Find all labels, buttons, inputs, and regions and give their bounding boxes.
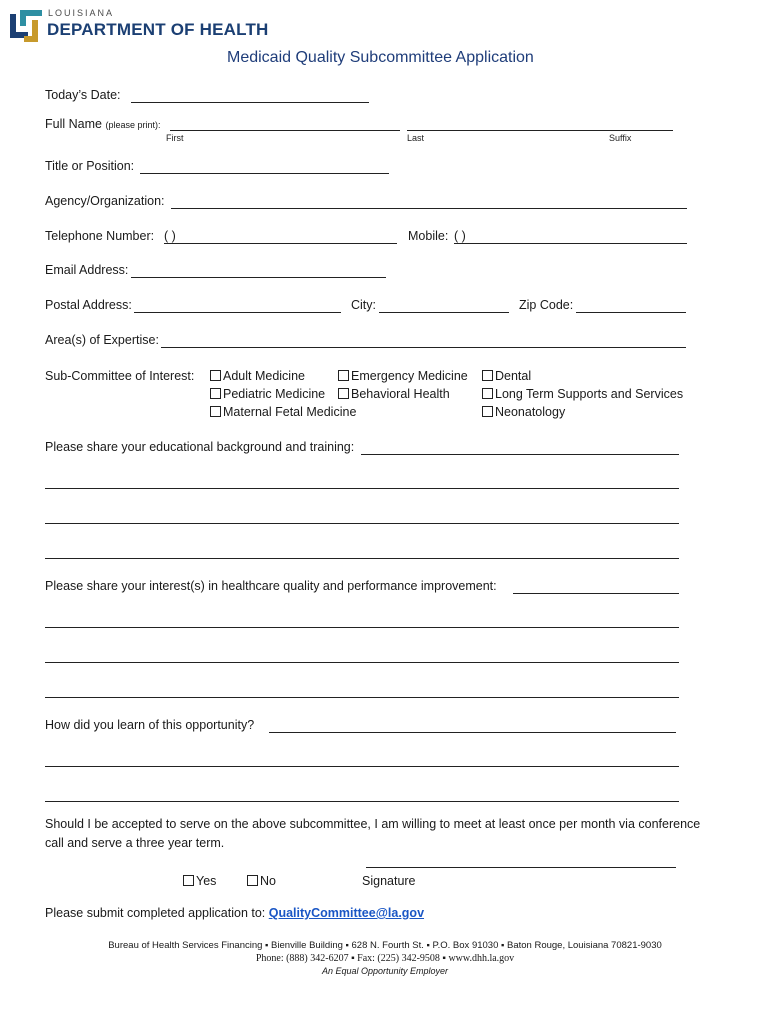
suffix-label: Suffix <box>609 133 632 143</box>
postal-label: Postal Address: <box>45 298 132 312</box>
zip-label: Zip Code: <box>519 298 574 312</box>
submit-instruction: Please submit completed application to: QualityCommittee@la.gov <box>45 906 425 920</box>
todays-date-label: Today’s Date: <box>45 88 121 102</box>
ldh-logo-mark-icon <box>10 10 42 42</box>
option-neonatology[interactable]: Neonatology <box>482 405 565 420</box>
logo-department: DEPARTMENT OF HEALTH <box>47 20 269 39</box>
mobile-field[interactable] <box>454 243 687 244</box>
option-pediatric-medicine[interactable]: Pediatric Medicine <box>210 387 325 402</box>
checkbox[interactable] <box>210 406 221 417</box>
learn-question: How did you learn of this opportunity? <box>45 718 255 732</box>
learn-line[interactable] <box>45 801 679 802</box>
commitment-text-line2: call and serve a three year term. <box>45 836 225 850</box>
title-position-label: Title or Position: <box>45 159 135 173</box>
education-line[interactable] <box>45 488 679 489</box>
last-label: Last <box>407 133 425 143</box>
agency-label: Agency/Organization: <box>45 194 165 208</box>
todays-date-field[interactable] <box>131 102 369 103</box>
telephone-field[interactable] <box>164 243 397 244</box>
commitment-text-line1: Should I be accepted to serve on the above subcommittee, I am willing to meet at least once per month via conference <box>45 817 701 831</box>
title-position-field[interactable] <box>140 173 389 174</box>
email-field[interactable] <box>131 277 386 278</box>
checkbox[interactable] <box>482 406 493 417</box>
city-label: City: <box>351 298 376 312</box>
option-behavioral-health[interactable]: Behavioral Health <box>338 387 450 402</box>
interest-question: Please share your interest(s) in healthcare quality and performance improvement: <box>45 579 497 593</box>
checkbox[interactable] <box>338 370 349 381</box>
education-line[interactable] <box>45 558 679 559</box>
logo <box>10 8 269 44</box>
learn-field[interactable] <box>269 732 676 733</box>
interest-line[interactable] <box>45 627 679 628</box>
city-field[interactable] <box>379 312 509 313</box>
zip-field[interactable] <box>576 312 686 313</box>
signature-field[interactable] <box>366 867 676 868</box>
education-question: Please share your educational background and training: <box>45 440 355 454</box>
learn-line[interactable] <box>45 766 679 767</box>
checkbox[interactable] <box>247 875 258 886</box>
option-long-term-supports[interactable]: Long Term Supports and Services <box>482 387 683 402</box>
mobile-area-code: ( ) <box>454 229 466 243</box>
checkbox[interactable] <box>183 875 194 886</box>
education-field[interactable] <box>361 454 679 455</box>
telephone-label: Telephone Number: <box>45 229 155 243</box>
option-no[interactable]: No <box>247 874 276 889</box>
option-emergency-medicine[interactable]: Emergency Medicine <box>338 369 468 384</box>
postal-field[interactable] <box>134 312 341 313</box>
footer-eoe: An Equal Opportunity Employer <box>321 966 449 976</box>
option-yes[interactable]: Yes <box>183 874 216 889</box>
submit-email-link[interactable]: QualityCommittee@la.gov <box>268 906 425 920</box>
interest-line[interactable] <box>45 697 679 698</box>
first-label: First <box>166 133 184 143</box>
signature-label: Signature <box>362 874 416 888</box>
logo-state: LOUISIANA <box>48 8 115 18</box>
agency-field[interactable] <box>171 208 687 209</box>
option-maternal-fetal-medicine[interactable]: Maternal Fetal Medicine <box>210 405 356 420</box>
email-label: Email Address: <box>45 263 129 277</box>
education-line[interactable] <box>45 523 679 524</box>
expertise-label: Area(s) of Expertise: <box>45 333 159 347</box>
footer-address: Bureau of Health Services Financing ▪ Bienville Building ▪ 628 N. Fourth St. ▪ P.O. Box 91030 ▪ Baton Rouge, Louisiana 70821-9030 <box>108 940 662 951</box>
option-adult-medicine[interactable]: Adult Medicine <box>210 369 305 384</box>
checkbox[interactable] <box>482 370 493 381</box>
footer-contact: Phone: (888) 342-6207 ▪ Fax: (225) 342-9508 ▪ www.dhh.la.gov <box>255 953 515 964</box>
interest-line[interactable] <box>45 662 679 663</box>
option-dental[interactable]: Dental <box>482 369 531 384</box>
checkbox[interactable] <box>210 370 221 381</box>
telephone-area-code: ( ) <box>164 229 176 243</box>
subcommittee-label: Sub-Committee of Interest: <box>45 369 195 383</box>
page-title: Medicaid Quality Subcommittee Application <box>227 49 534 66</box>
checkbox[interactable] <box>482 388 493 399</box>
full-name-label: Full Name (please print): <box>45 117 161 131</box>
last-suffix-field[interactable] <box>407 130 673 131</box>
interest-field[interactable] <box>513 593 679 594</box>
first-name-field[interactable] <box>170 130 400 131</box>
checkbox[interactable] <box>338 388 349 399</box>
checkbox[interactable] <box>210 388 221 399</box>
mobile-label: Mobile: <box>408 229 449 243</box>
expertise-field[interactable] <box>161 347 686 348</box>
